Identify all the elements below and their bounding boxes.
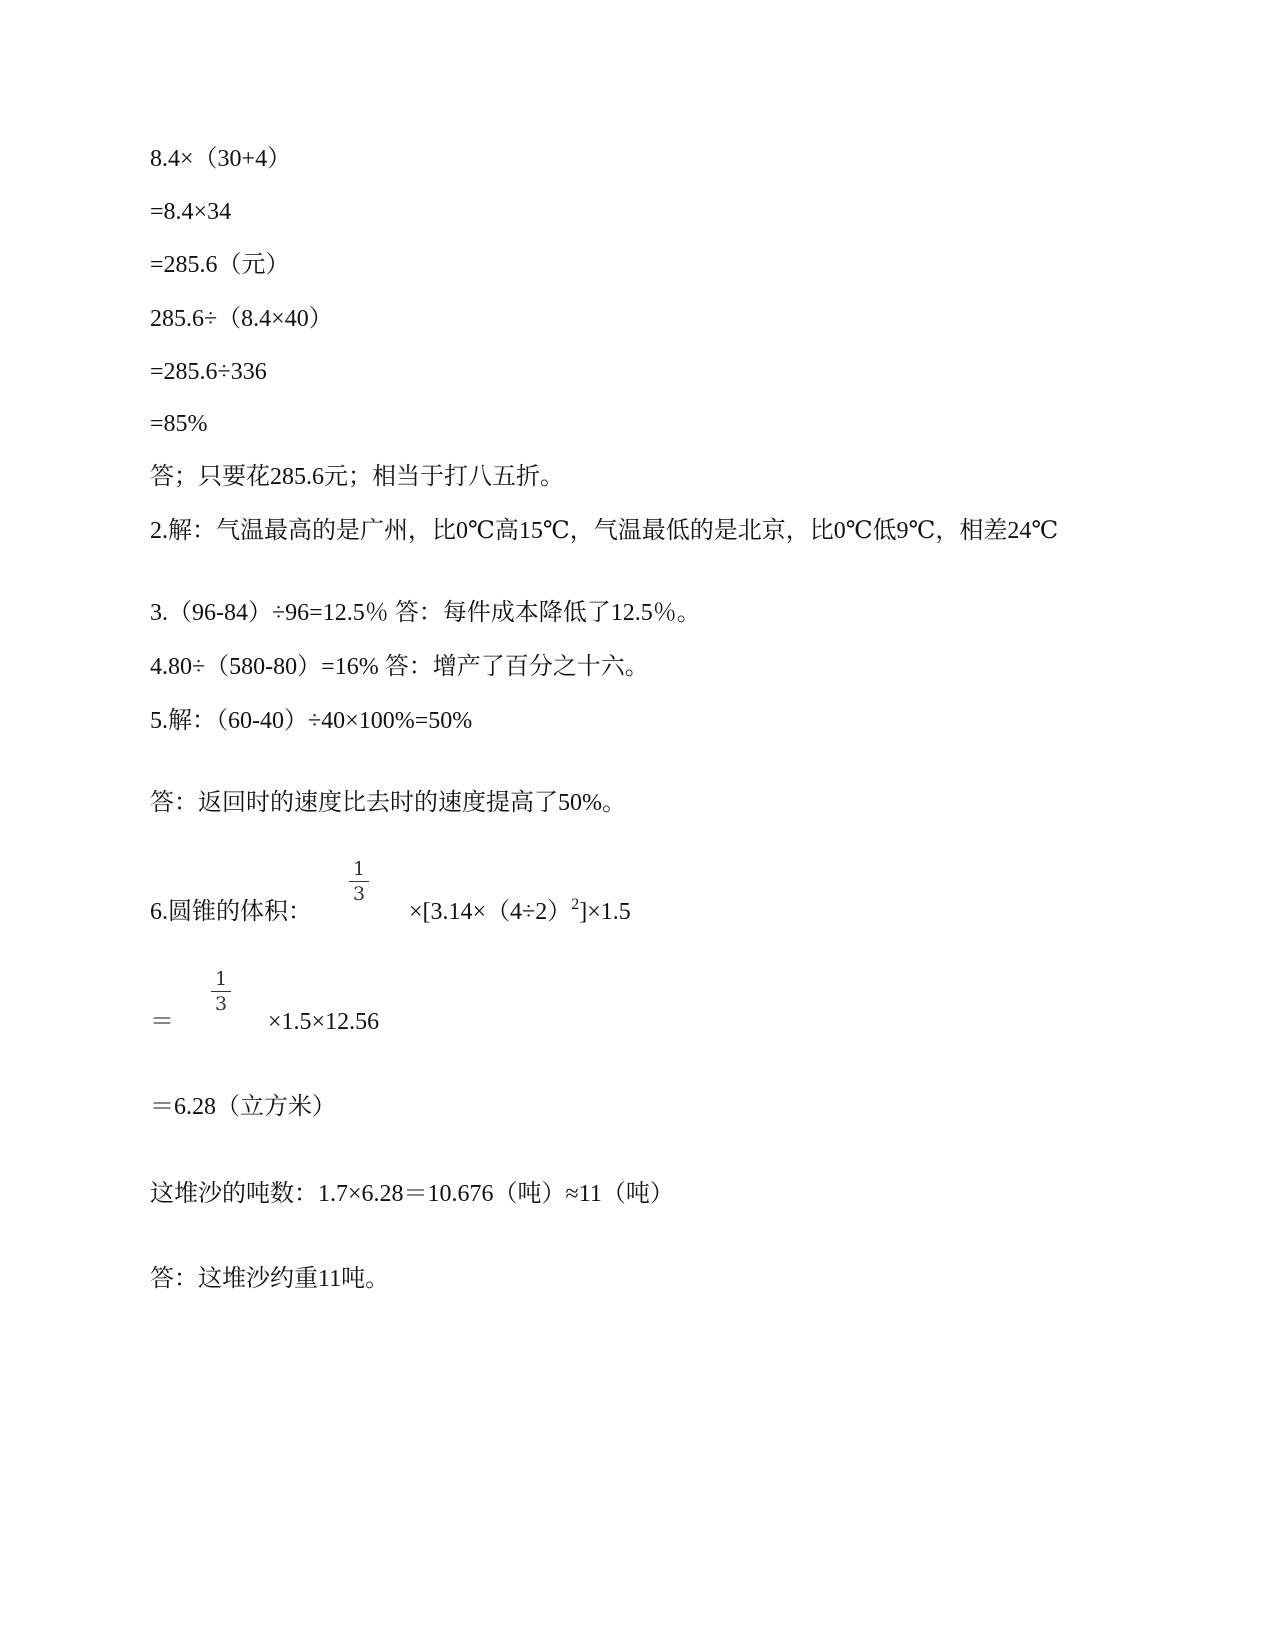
calc-line: =85% bbox=[150, 411, 208, 437]
fraction-one-third bbox=[348, 858, 370, 905]
fraction-numerator: 1 bbox=[214, 968, 228, 990]
exponent: 2 bbox=[571, 896, 580, 913]
question-6-answer: 答：这堆沙约重11吨。 bbox=[150, 1266, 390, 1292]
cone-volume-expression bbox=[409, 897, 631, 927]
fraction-denominator: 3 bbox=[214, 993, 228, 1015]
calc-line: =285.6÷336 bbox=[150, 359, 267, 385]
question-6-label: 6.圆锥的体积： bbox=[150, 899, 312, 925]
question-4-solution: 4.80÷（580-80）=16% 答：增产了百分之十六。 bbox=[150, 654, 649, 680]
calc-expression: ×1.5×12.56 bbox=[268, 1009, 380, 1035]
sand-tonnage-calc: 这堆沙的吨数：1.7×6.28＝10.676（吨）≈11（吨） bbox=[150, 1181, 674, 1207]
equals-sign: ＝ bbox=[150, 1009, 174, 1035]
calc-line: =285.6（元） bbox=[150, 252, 290, 278]
fraction-bar bbox=[211, 991, 231, 992]
cone-volume-result: ＝6.28（立方米） bbox=[150, 1094, 336, 1120]
fraction-denominator: 3 bbox=[352, 883, 366, 905]
question-5-answer: 答：返回时的速度比去时的速度提高了50%。 bbox=[150, 790, 626, 816]
expression-part: ×[3.14×（4÷2） bbox=[409, 899, 572, 925]
question-2-solution: 2.解：气温最高的是广州，比0℃高15℃，气温最低的是北京，比0℃低9℃，相差24℃ bbox=[150, 518, 1059, 544]
calc-line: 285.6÷（8.4×40） bbox=[150, 306, 333, 332]
answer-line: 答；只要花285.6元；相当于打八五折。 bbox=[150, 464, 564, 490]
question-3-solution: 3.（96-84）÷96=12.5％ 答：每件成本降低了12.5％。 bbox=[150, 600, 701, 626]
calc-line: 8.4×（30+4） bbox=[150, 146, 292, 172]
expression-part: ]×1.5 bbox=[579, 899, 631, 925]
fraction-numerator: 1 bbox=[352, 858, 366, 880]
fraction-one-third bbox=[210, 968, 232, 1015]
fraction-bar bbox=[349, 881, 369, 882]
calc-line: =8.4×34 bbox=[150, 199, 232, 225]
question-5-solution: 5.解：（60-40）÷40×100%=50% bbox=[150, 708, 473, 734]
